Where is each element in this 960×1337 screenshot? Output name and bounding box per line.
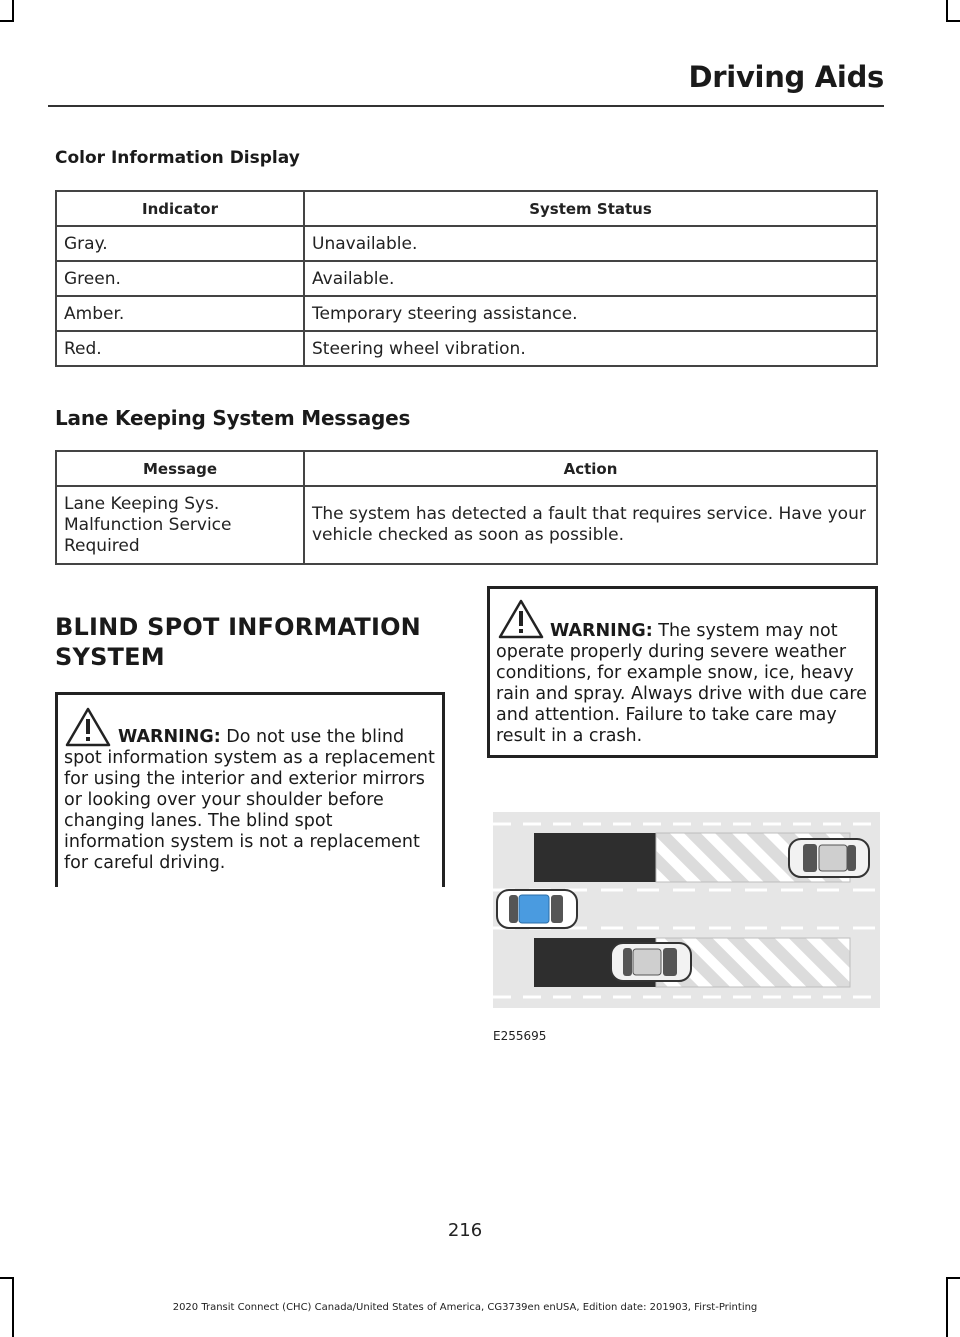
indicator-cell: Amber. xyxy=(56,296,304,331)
indicator-cell: Red. xyxy=(56,331,304,366)
message-cell: Lane Keeping Sys. Malfunction Service Required xyxy=(56,486,304,564)
edition-footer: 2020 Transit Connect (CHC) Canada/United States of America, CG3739en enUSA, Edition date: 201903, First-Printing xyxy=(172,1302,758,1313)
column-header: Action xyxy=(304,451,877,486)
blind-spot-heading: BLIND SPOT INFORMATION SYSTEM xyxy=(55,613,421,671)
lane-messages-heading: Lane Keeping System Messages xyxy=(55,406,411,430)
approaching-car xyxy=(789,839,869,877)
warning-label: WARNING: xyxy=(118,727,221,747)
lane-messages-table xyxy=(55,450,878,565)
warning-text xyxy=(64,727,438,874)
table-row xyxy=(56,486,877,564)
crop-mark xyxy=(946,20,960,22)
blind-spot-zone xyxy=(534,833,656,882)
status-cell: Steering wheel vibration. xyxy=(304,331,877,366)
illustration-code: E255695 xyxy=(493,1029,547,1043)
column-header: System Status xyxy=(304,191,877,226)
page-title: Driving Aids xyxy=(688,60,884,94)
table-header-row xyxy=(56,191,877,226)
table-header-row xyxy=(56,451,877,486)
warning-body: Do not use the blind spot information system as a replacement for using the interior and exterior mirrors or looking over your shoulder before changing lanes. The blind spot information system is not a replacement for careful driving. xyxy=(64,727,435,873)
status-cell: Available. xyxy=(304,261,877,296)
warning-text xyxy=(496,621,872,747)
table-row xyxy=(56,331,877,366)
page-number: 216 xyxy=(447,1220,483,1241)
status-cell: Unavailable. xyxy=(304,226,877,261)
warning-body: The system may not operate properly during severe weather conditions, for example snow, ice, heavy rain and spray. Always drive with due care and attention. Failure to take care may result in a crash. xyxy=(496,621,867,746)
crop-mark xyxy=(946,1277,960,1279)
crop-mark xyxy=(0,20,14,22)
column-header: Message xyxy=(56,451,304,486)
table-row xyxy=(56,296,877,331)
crop-mark xyxy=(946,1277,948,1337)
indicator-cell: Gray. xyxy=(56,226,304,261)
blind-spot-illustration xyxy=(493,812,880,1008)
crop-mark xyxy=(12,0,14,20)
blind-spot-car xyxy=(611,943,691,981)
column-header: Indicator xyxy=(56,191,304,226)
header-divider xyxy=(48,105,884,107)
warning-label: WARNING: xyxy=(550,621,653,641)
indicator-cell: Green. xyxy=(56,261,304,296)
ego-car xyxy=(497,890,577,928)
crop-mark xyxy=(0,1277,14,1279)
crop-mark xyxy=(946,0,948,20)
color-display-heading: Color Information Display xyxy=(55,148,300,168)
status-cell: Temporary steering assistance. xyxy=(304,296,877,331)
table-row xyxy=(56,226,877,261)
action-cell: The system has detected a fault that requires service. Have your vehicle checked as soon as possible. xyxy=(304,486,877,564)
color-display-table xyxy=(55,190,878,367)
table-row xyxy=(56,261,877,296)
